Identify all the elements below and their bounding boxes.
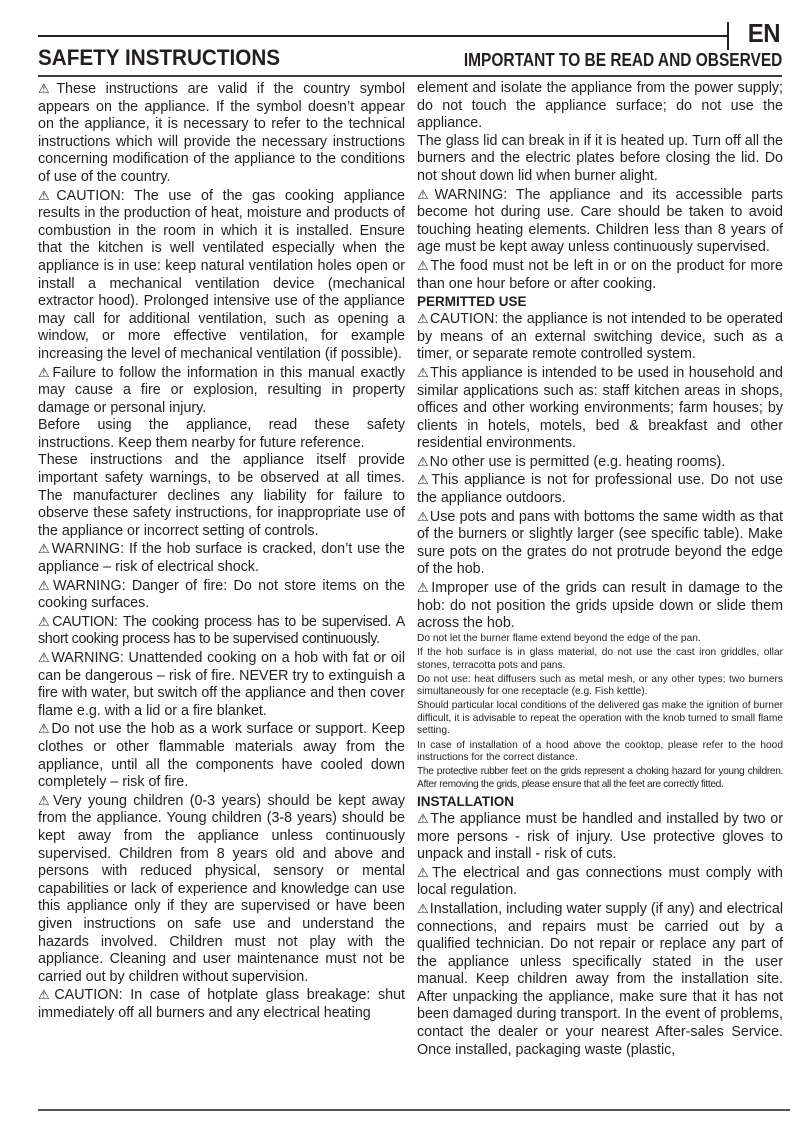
- paragraph: ⚠ WARNING: Unattended cooking on a hob with fat or oil can be dangerous – risk of fire. NEVER try to extinguish a fire with water, but switch off the appliance and then cover flame e.g. with a lid or a fire blanket.: [38, 649, 405, 720]
- paragraph: ⚠ This appliance is intended to be used in household and similar applications such as: staff kitchen areas in shops, offices and other working environments; farm houses; by clients in hotels, motels, bed & breakfast and other residential environments.: [417, 364, 783, 453]
- paragraph: ⚠ WARNING: If the hob surface is cracked, don’t use the appliance – risk of electrical shock.: [38, 540, 405, 576]
- paragraph: ⚠ The appliance must be handled and installed by two or more persons - risk of injury. Use protective gloves to unpack and install - risk of cuts.: [417, 810, 783, 864]
- page-title: SAFETY INSTRUCTIONS: [38, 45, 281, 70]
- note: Should particular local conditions of the delivered gas make the ignition of burner difficult, it is advisable to repeat the operation with the knob turned to small flame setting.: [417, 700, 783, 737]
- note: In case of installation of a hood above the cooktop, please refer to the hood instructions for the correct distance.: [417, 739, 783, 764]
- left-column: [38, 80, 405, 1022]
- paragraph: Before using the appliance, read these safety instructions. Keep them nearby for future reference.: [38, 417, 405, 451]
- paragraph: ⚠ WARNING: The appliance and its accessible parts become hot during use. Care should be taken to avoid touching heating elements. Children less than 8 years of age must be kept away unless continuously supervised.: [417, 186, 783, 257]
- note: If the hob surface is in glass material, do not use the cast iron griddles, ollar stones, terracotta pots and pans.: [417, 646, 783, 671]
- paragraph: ⚠ Improper use of the grids can result in damage to the hob: do not position the grids upside down or slide them across the hob.: [417, 579, 783, 633]
- language-badge: EN: [747, 18, 780, 48]
- section-heading-installation: INSTALLATION: [417, 793, 514, 809]
- right-column: [417, 80, 783, 1059]
- section-heading-permitted-use: PERMITTED USE: [417, 294, 527, 310]
- paragraph: ⚠ WARNING: Danger of fire: Do not store items on the cooking surfaces.: [38, 577, 405, 613]
- paragraph: ⚠ CAUTION: In case of hotplate glass breakage: shut immediately off all burners and any electrical heating: [38, 986, 405, 1022]
- page-subtitle: IMPORTANT TO BE READ AND OBSERVED: [463, 50, 782, 70]
- paragraph: ⚠ These instructions are valid if the country symbol appears on the appliance. If the symbol doesn’t appear on the appliance, it is necessary to refer to the technical instructions which will provide the necessary instructions concerning modification of the appliance to the conditions of use of the country.: [38, 80, 405, 187]
- paragraph: ⚠ The electrical and gas connections must comply with local regulation.: [417, 864, 783, 900]
- small-notes: [417, 633, 783, 792]
- bottom-rule: [38, 1109, 790, 1111]
- paragraph: ⚠ CAUTION: The cooking process has to be supervised. A short cooking process has to be supervised continuously.: [38, 613, 405, 649]
- paragraph: ⚠ Use pots and pans with bottoms the same width as that of the burners or slightly larger (see specific table). Make sure pots on the grates do not protrude beyond the edge of the hob.: [417, 508, 783, 579]
- heading-rule: [38, 75, 782, 77]
- note: Do not let the burner flame extend beyond the edge of the pan.: [417, 632, 701, 644]
- note: The protective rubber feet on the grids represent a choking hazard for young children. After removing the grids, please ensure that all the feet are correctly fitted.: [417, 766, 783, 790]
- paragraph: ⚠ CAUTION: The use of the gas cooking appliance results in the production of heat, moisture and products of combustion in the room in which it is installed. Ensure that the kitchen is well ventilated especially when the appliance is in use: keep natural ventilation holes open or install a mechanical ventilation device (mechanical extractor hood). Prolonged intensive use of the appliance may call for additional ventilation, such as opening a window, or more effective ventilation, for example increasing the level of mechanical ventilation (if possible).: [38, 187, 405, 364]
- paragraph: ⚠ Failure to follow the information in this manual exactly may cause a fire or explosion, resulting in property damage or personal injury.: [38, 364, 405, 418]
- paragraph: ⚠ Do not use the hob as a work surface or support. Keep clothes or other flammable materials away from the appliance, until all the components have cooled down completely – risk of fire.: [38, 720, 405, 791]
- paragraph: element and isolate the appliance from the power supply; do not touch the appliance surface; do not use the appliance.: [417, 80, 783, 132]
- top-tick: [727, 22, 729, 50]
- paragraph: ⚠ CAUTION: the appliance is not intended to be operated by means of an external switching device, such as a timer, or separate remote controlled system.: [417, 310, 783, 364]
- paragraph: The glass lid can break in if it is heated up. Turn off all the burners and the electric plates before closing the lid. Do not shout down lid when burner alight.: [417, 132, 783, 184]
- paragraph: ⚠ The food must not be left in or on the product for more than one hour before or after cooking.: [417, 257, 783, 293]
- paragraph: ⚠ This appliance is not for professional use. Do not use the appliance outdoors.: [417, 471, 783, 507]
- note: Do not use: heat diffusers such as metal mesh, or any other types; two burners simultaneously for one receptacle (e.g. Fish kettle).: [417, 673, 783, 698]
- paragraph: ⚠ Very young children (0-3 years) should be kept away from the appliance. Young children (3-8 years) should be kept away from the appliance unless continuously supervised. Children from 8 years old and above and persons with reduced physical, sensory or mental capabilities or lack of experience and knowledge can use this appliance only if they are supervised or have been given instructions on safe use and understand the hazards involved. Children must not play with the appliance. Cleaning and user maintenance must not be carried out by children without supervision.: [38, 792, 405, 987]
- paragraph: These instructions and the appliance itself provide important safety warnings, to be observed at all times. The manufacturer declines any liability for failure to observe these safety instructions, for inappropriate use of the appliance or incorrect setting of controls.: [38, 452, 405, 539]
- paragraph: ⚠ No other use is permitted (e.g. heating rooms).: [417, 453, 783, 472]
- paragraph: ⚠ Installation, including water supply (if any) and electrical connections, and repairs must be carried out by a qualified technician. Do not repair or replace any part of the appliance unless specifically stated in the user manual. Keep children away from the installation site. After unpacking the appliance, make sure that it has not been damaged during transport. In the event of problems, contact the dealer or your nearest After-sales Service. Once installed, packaging waste (plastic,: [417, 900, 783, 1059]
- top-rule: [38, 35, 727, 37]
